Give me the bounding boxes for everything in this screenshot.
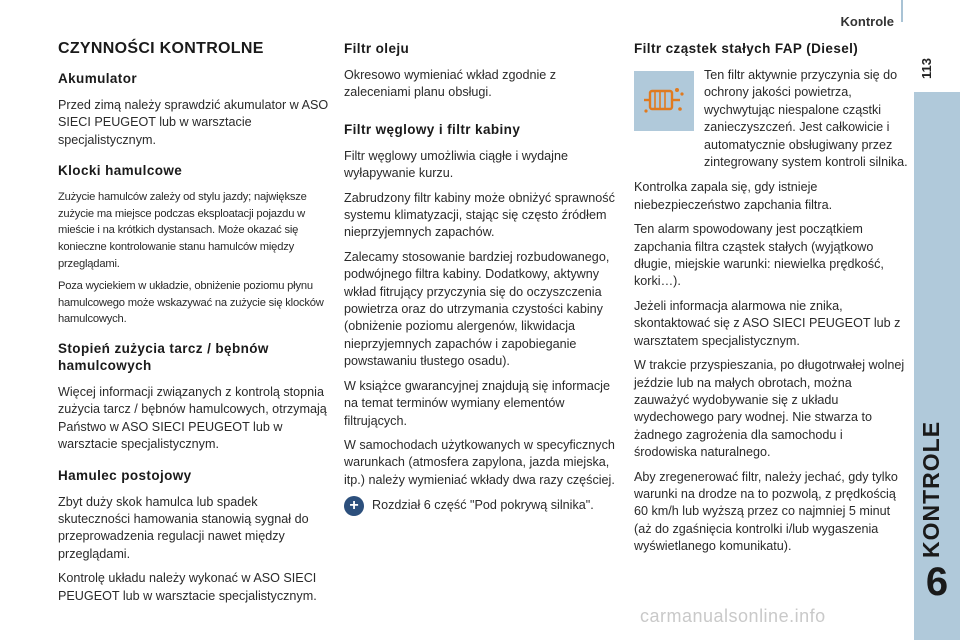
heading-weglowy: Filtr węglowy i filtr kabiny	[344, 121, 521, 137]
page-number: 113	[919, 58, 934, 80]
heading-akumulator: Akumulator	[58, 71, 138, 86]
text-weglowy-1: Filtr węglowy umożliwia ciągłe i wydajne wyłapywanie kurzu.	[344, 148, 568, 181]
fap-intro	[634, 67, 908, 171]
watermark: carmanualsonline.info	[640, 606, 826, 626]
heading-hamulec: Hamulec postojowy	[58, 467, 192, 483]
heading-tarcze: Stopień zużycia tarcz / bębnów hamulcowych	[58, 340, 269, 373]
text-hamulec-2: Kontrolę układu należy wykonać w ASO SIECI PEUGEOT lub w warsztacie specjalistycznym.	[58, 571, 317, 603]
text-fap-intro: Ten filtr aktywnie przyczynia się do ochrony jakości powietrza, wychwytując niespalone cząstki zanieczyszczeń. Jest całkowicie i automatycznie obsługiwany przez zintegrowany system kontroli silnika.	[704, 68, 908, 170]
particle-filter-icon	[634, 71, 694, 131]
text-weglowy-3: Zalecamy stosowanie bardziej rozbudowanego, podwójnego filtra kabiny. Dodatkowy, aktywny wkład fitrujący przyczynia się do oczyszczenia powietrza oraz do utrzymania czystości kabiny (obniżenie poziomu alergenów, likwidacja nieprzyjemnych zapachów i zapobieganie powstawaniu tłustego osadu).	[344, 249, 610, 369]
text-hamulec-1: Zbyt duży skok hamulca lub spadek skuteczności hamowania stanowią sygnał do przeprowadzenia regulacji nawet między przeglądami.	[58, 494, 309, 561]
text-weglowy-5: W samochodach użytkowanych w specyficznych warunkach (atmosfera zapylona, jazda miejska, itp.) należy wymieniać wkłady dwa razy częściej.	[344, 437, 615, 487]
sidebar-chapter-label: KONTROLE	[918, 420, 944, 558]
header-divider	[901, 0, 903, 22]
reference-note	[344, 496, 616, 516]
page-title: CZYNNOŚCI KONTROLNE	[58, 40, 264, 57]
text-tarcze: Więcej informacji związanych z kontrolą stopnia zużycia tarcz / bębnów hamulcowych, otrzymają Państwo w ASO SIECI PEUGEOT lub w warsztacie specjalistycznym.	[58, 384, 327, 452]
section-header: Kontrole	[840, 14, 894, 29]
text-akumulator: Przed zimą należy sprawdzić akumulator w ASO SIECI PEUGEOT lub w warsztacie specjalistycznym.	[58, 98, 329, 147]
column-left	[58, 40, 330, 612]
text-olej: Okresowo wymieniać wkład zgodnie z zaleceniami planu obsługi.	[344, 68, 557, 100]
chapter-number: 6	[925, 560, 949, 604]
text-fap-1: Kontrolka zapala się, gdy istnieje niebezpieczeństwo zapchania filtra.	[634, 180, 833, 212]
heading-fap: Filtr cząstek stałych FAP (Diesel)	[634, 41, 859, 56]
text-klocki-2: Poza wyciekiem w układzie, obniżenie poziomu płynu hamulcowego może wskazywać na zużycie się klocków hamulcowych.	[58, 280, 324, 326]
text-fap-5: Aby zregenerować filtr, należy jechać, gdy tylko warunki na drodze na to pozwolą, z prędkością 60 km/h lub wyższą przez co najmniej 5 minut (aż do zgaśnięcia kontrolki i/lub wygaszenia wyświetlanego komunikatu).	[634, 469, 898, 554]
text-weglowy-4: W książce gwarancyjnej znajdują się informacje na temat terminów wymiany elementów filtrujących.	[344, 378, 610, 428]
text-fap-4: W trakcie przyspieszania, po długotrwałej wolnej jeździe lub na małych obrotach, można zauważyć wydobywanie się z układu wydechowego pary wodnej. Nie stwarza to żadnego zagrożenia dla samochodu i środowiska naturalnego.	[634, 358, 905, 460]
column-right	[634, 40, 908, 563]
text-fap-2: Ten alarm spowodowany jest początkiem zapchania filtra cząstek stałych (wyjątkowo długie, miejskie warunki: niewielka prędkość, korki…).	[634, 222, 884, 289]
heading-klocki: Klocki hamulcowe	[58, 163, 183, 179]
text-fap-3: Jeżeli informacja alarmowa nie znika, skontaktować się z ASO SIECI PEUGEOT lub z warsztatem specjalistycznym.	[634, 298, 901, 348]
heading-olej: Filtr oleju	[344, 41, 410, 56]
reference-note-text: Rozdział 6 część "Pod pokrywą silnika".	[372, 498, 594, 513]
text-klocki-1: Zużycie hamulców zależy od stylu jazdy; największe zużycie ma miejsce podczas eksploatacji pojazdu w mieście i na krótkich dystansach. Może okazać się konieczne kontrolowanie stanu hamulców między przeglądami.	[58, 191, 307, 270]
plus-icon: +	[344, 496, 364, 516]
text-weglowy-2: Zabrudzony filtr kabiny może obniżyć sprawność systemu klimatyzacji, stając się często źródłem nieprzyjemnych zapachów.	[344, 190, 615, 240]
column-middle	[344, 40, 616, 516]
